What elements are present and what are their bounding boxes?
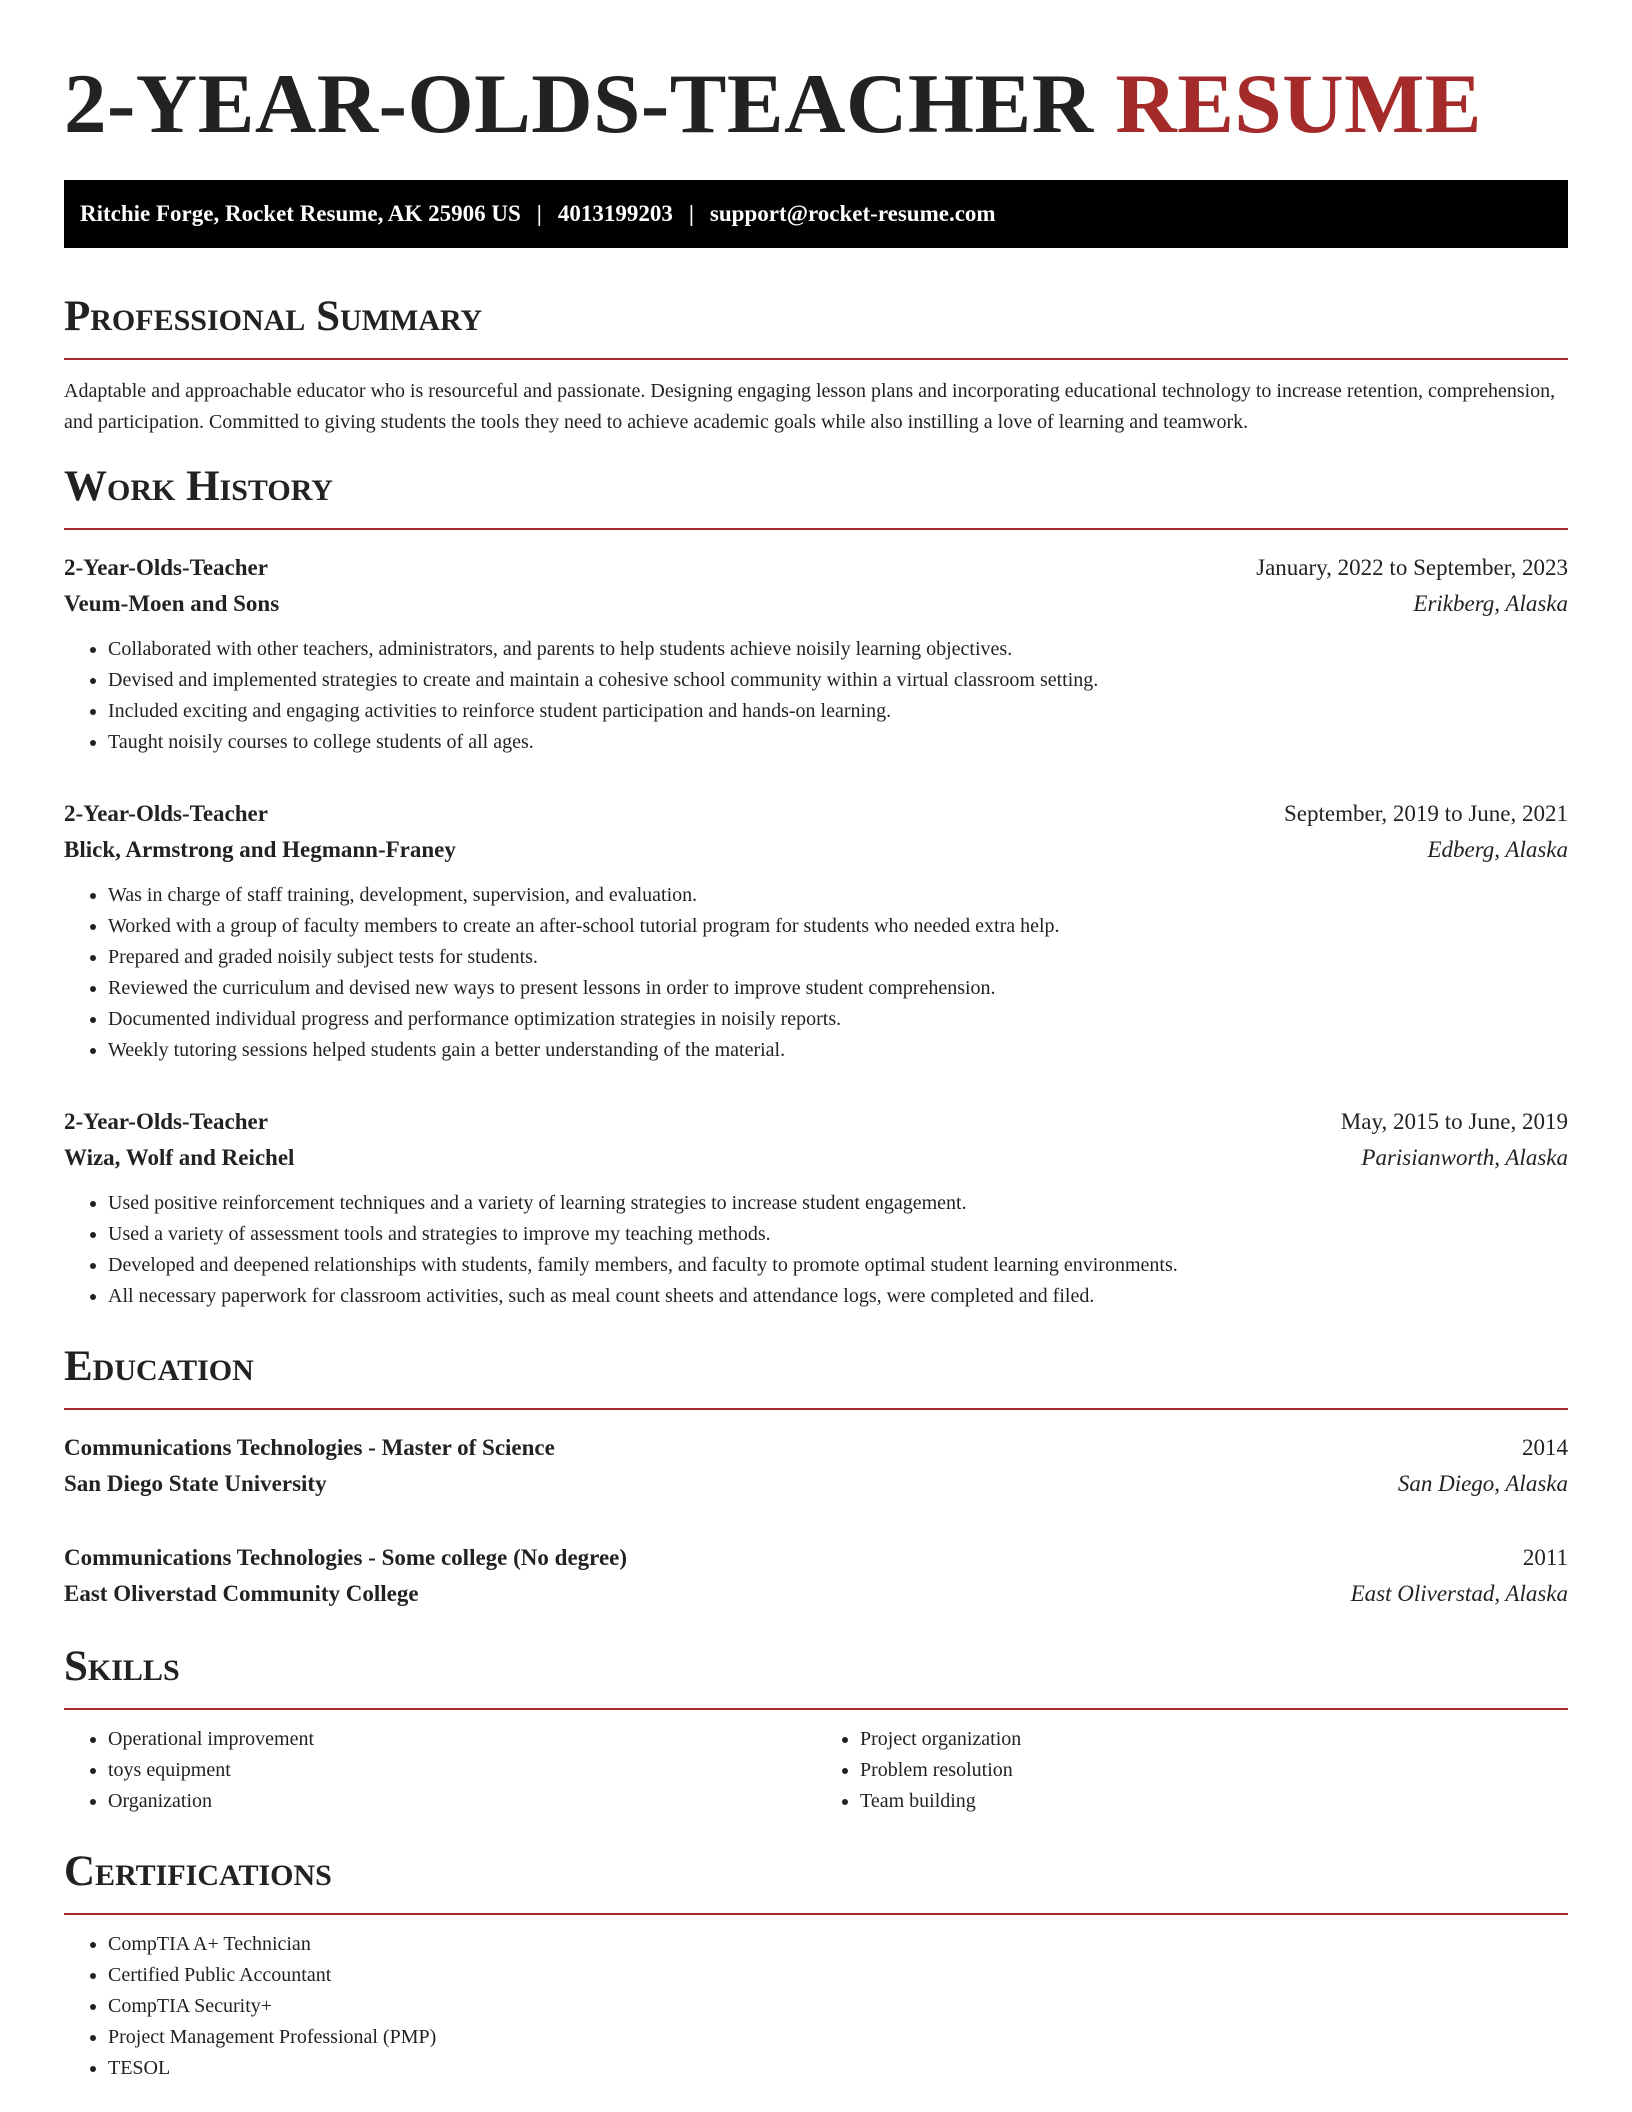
education-section <box>64 1342 1568 1612</box>
job-title: 2-Year-Olds-Teacher <box>64 555 268 580</box>
job-bullet: • Taught noisily courses to college students of all ages. <box>108 727 1568 758</box>
job-bullet: • Worked with a group of faculty members to create an after-school tutorial program for students who needed extra help. <box>108 911 1568 942</box>
job-bullet: • Weekly tutoring sessions helped students gain a better understanding of the material. <box>108 1035 1568 1066</box>
job-bullets <box>64 880 1568 1066</box>
section-heading: Certifications <box>64 1848 332 1895</box>
section-heading: Education <box>64 1343 254 1390</box>
section-heading: Professional Summary <box>64 293 483 340</box>
job-header-row <box>64 550 1568 586</box>
education-year: 2014 <box>1522 1435 1568 1460</box>
job-title: 2-Year-Olds-Teacher <box>64 801 268 826</box>
resume-title-main: 2-YEAR-OLDS-TEACHER <box>64 57 1094 151</box>
skill-item: • Operational improvement <box>108 1724 816 1755</box>
job-location: Edberg, Alaska <box>1427 837 1568 862</box>
job-company: Wiza, Wolf and Reichel <box>64 1145 295 1170</box>
job-dates: September, 2019 to June, 2021 <box>1284 801 1568 826</box>
job-entry <box>64 1104 1568 1312</box>
skill-item: • Organization <box>108 1786 816 1817</box>
job-location: Erikberg, Alaska <box>1413 591 1568 616</box>
job-entry <box>64 796 1568 1066</box>
job-bullet: • Included exciting and engaging activities to reinforce student participation and hands-on learning. <box>108 696 1568 727</box>
education-header-row <box>64 1540 1568 1576</box>
job-bullet: • Developed and deepened relationships with students, family members, and faculty to promote optimal student learning environments. <box>108 1250 1568 1281</box>
job-bullet: • Prepared and graded noisily subject tests for students. <box>108 942 1568 973</box>
job-company: Blick, Armstrong and Hegmann-Franey <box>64 837 456 862</box>
job-title: 2-Year-Olds-Teacher <box>64 1109 268 1134</box>
contact-separator: | <box>536 201 542 226</box>
education-school-row <box>64 1466 1568 1502</box>
resume-title-accent: RESUME <box>1115 57 1483 151</box>
skill-item: • Team building <box>860 1786 1568 1817</box>
education-school: San Diego State University <box>64 1471 327 1496</box>
education-entry <box>64 1430 1568 1502</box>
section-heading: Skills <box>64 1643 180 1690</box>
education-year: 2011 <box>1522 1545 1568 1570</box>
section-divider <box>64 358 1568 360</box>
education-entry <box>64 1540 1568 1612</box>
section-divider <box>64 1408 1568 1410</box>
skills-column-right <box>816 1724 1568 1817</box>
contact-address: Ritchie Forge, Rocket Resume, AK 25906 US <box>80 201 521 226</box>
job-header-row <box>64 796 1568 832</box>
job-dates: May, 2015 to June, 2019 <box>1340 1109 1568 1134</box>
section-divider <box>64 1913 1568 1915</box>
resume-title <box>64 0 1568 152</box>
section-divider <box>64 528 1568 530</box>
job-location: Parisianworth, Alaska <box>1361 1145 1568 1170</box>
contact-phone: 4013199203 <box>557 201 673 226</box>
job-company: Veum-Moen and Sons <box>64 591 280 616</box>
certifications-section <box>64 1847 1568 2084</box>
job-company-row <box>64 1140 1568 1176</box>
certification-item: • Project Management Professional (PMP) <box>108 2022 1568 2053</box>
contact-separator: | <box>688 201 694 226</box>
job-bullets <box>64 1188 1568 1312</box>
skills-grid <box>64 1724 1568 1817</box>
job-dates: January, 2022 to September, 2023 <box>1256 555 1568 580</box>
education-location: East Oliverstad, Alaska <box>1350 1581 1568 1606</box>
skill-item: • Project organization <box>860 1724 1568 1755</box>
job-bullet: • Devised and implemented strategies to create and maintain a cohesive school community within a virtual classroom setting. <box>108 665 1568 696</box>
education-school: East Oliverstad Community College <box>64 1581 419 1606</box>
job-bullet: • Documented individual progress and performance optimization strategies in noisily reports. <box>108 1004 1568 1035</box>
job-header-row <box>64 1104 1568 1140</box>
job-bullets <box>64 634 1568 758</box>
section-heading: Work History <box>64 463 333 510</box>
job-entry <box>64 550 1568 758</box>
work-history-section <box>64 462 1568 1312</box>
contact-email: support@rocket-resume.com <box>709 201 996 226</box>
education-school-row <box>64 1576 1568 1612</box>
certification-item: • CompTIA Security+ <box>108 1991 1568 2022</box>
education-header-row <box>64 1430 1568 1466</box>
job-bullet: • Collaborated with other teachers, administrators, and parents to help students achieve noisily learning objectives. <box>108 634 1568 665</box>
certification-item: • TESOL <box>108 2053 1568 2084</box>
education-degree: Communications Technologies - Master of Science <box>64 1435 555 1460</box>
job-bullet: • Was in charge of staff training, development, supervision, and evaluation. <box>108 880 1568 911</box>
education-degree: Communications Technologies - Some college (No degree) <box>64 1545 628 1570</box>
section-divider <box>64 1708 1568 1710</box>
certifications-list <box>64 1929 1568 2084</box>
job-company-row <box>64 832 1568 868</box>
job-bullet: • Reviewed the curriculum and devised new ways to present lessons in order to improve student comprehension. <box>108 973 1568 1004</box>
certification-item: • Certified Public Accountant <box>108 1960 1568 1991</box>
job-bullet: • Used a variety of assessment tools and strategies to improve my teaching methods. <box>108 1219 1568 1250</box>
skill-item: • Problem resolution <box>860 1755 1568 1786</box>
skills-column-left <box>64 1724 816 1817</box>
job-bullet: • All necessary paperwork for classroom activities, such as meal count sheets and attendance logs, were completed and filed. <box>108 1281 1568 1312</box>
job-company-row <box>64 586 1568 622</box>
skill-item: • toys equipment <box>108 1755 816 1786</box>
skills-section <box>64 1642 1568 1817</box>
certification-item: • CompTIA A+ Technician <box>108 1929 1568 1960</box>
job-bullet: • Used positive reinforcement techniques and a variety of learning strategies to increase student engagement. <box>108 1188 1568 1219</box>
summary-section <box>64 292 1568 438</box>
contact-bar <box>64 180 1568 248</box>
summary-text: Adaptable and approachable educator who is resourceful and passionate. Designing engaging lesson plans and incorporating educational technology to increase retention, comprehension, and participation. Committed to giving students the tools they need to achieve academic goals while also instilling a love of learning and teamwork. <box>64 380 1556 433</box>
education-location: San Diego, Alaska <box>1397 1471 1568 1496</box>
